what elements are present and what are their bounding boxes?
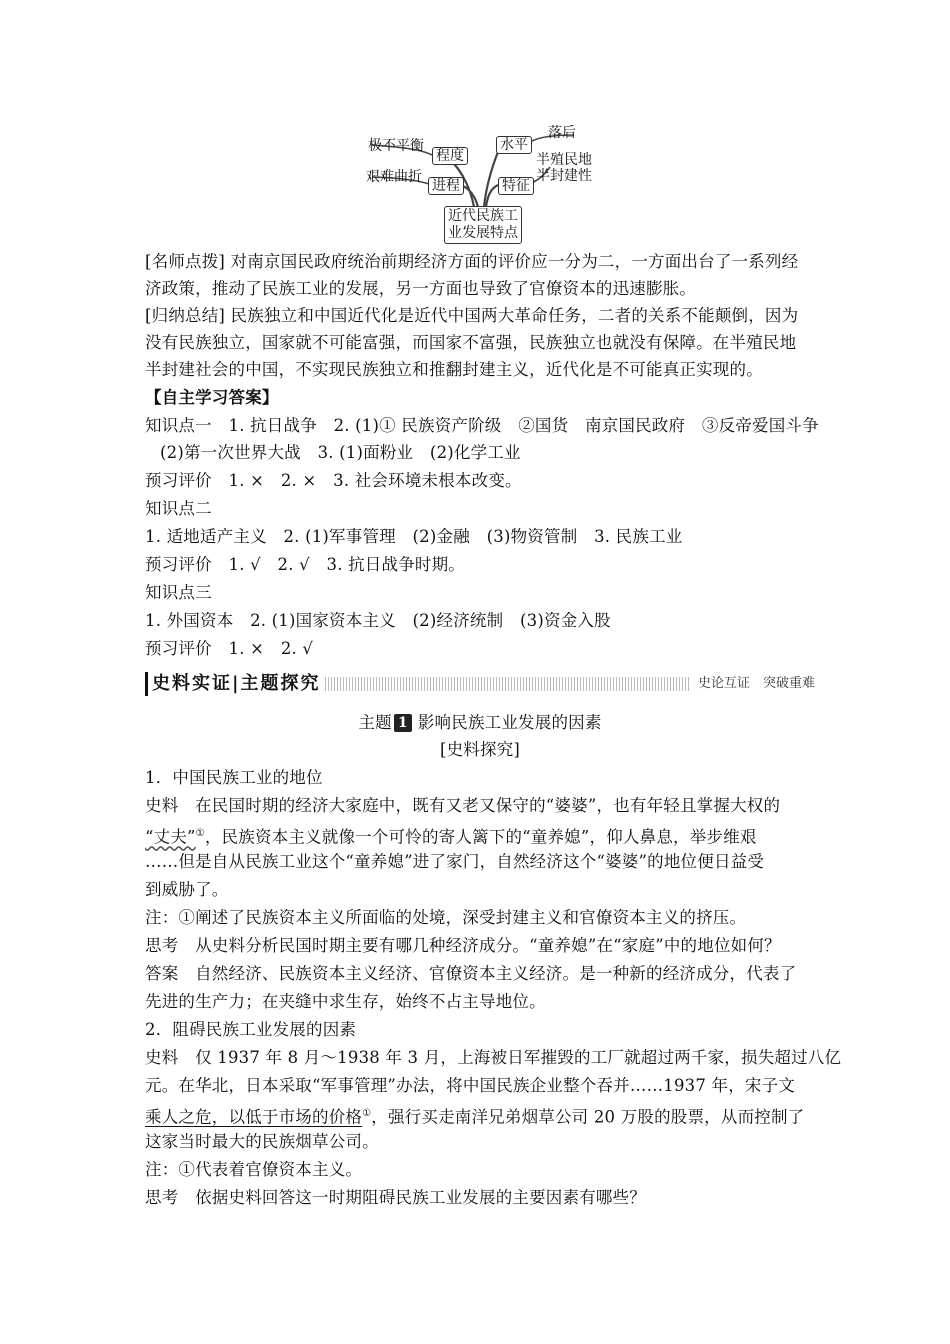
- k3-line-1: 1. 外国资本 2. (1)国家资本主义 (2)经济统制 (3)资金入股: [145, 611, 611, 630]
- section1-heading: 1．中国民族工业的地位: [145, 768, 323, 787]
- mind-label-level: 落后: [548, 125, 576, 141]
- k1-line-2: (2)第一次世界大战 3. (1)面粉业 (2)化学工业: [160, 443, 521, 462]
- section1-question: 思考 从史料分析民国时期主要有哪几种经济成分。“童养媳”在“家庭”中的地位如何？: [145, 936, 781, 955]
- section1-answer-line-1: 答案 自然经济、民族资本主义经济、官僚资本主义经济。是一种新的经济成分，代表了: [145, 964, 797, 983]
- mind-box-feature: 特征: [498, 177, 534, 195]
- husband-phrase: “丈夫”: [145, 827, 196, 847]
- section-banner: [145, 672, 815, 696]
- mind-root-line2: 业发展特点: [448, 225, 518, 241]
- k3-preview: 预习评价 1. × 2. √: [145, 639, 314, 658]
- section1-source-line-3: ……但是自从民族工业这个“童养媳”进了家门，自然经济这个“婆婆”的地位便日益受: [145, 852, 765, 871]
- mind-root-line1: 近代民族工: [448, 208, 518, 224]
- mind-label-feature-1: 半殖民地: [536, 152, 592, 168]
- summary-line-3: 半封建社会的中国，不实现民族独立和推翻封建主义，近代化是不可能真正实现的。: [145, 360, 763, 379]
- k2-preview: 预习评价 1. √ 2. √ 3. 抗日战争时期。: [145, 555, 465, 574]
- section1-answer-line-2: 先进的生产力；在夹缝中求生存，始终不占主导地位。: [145, 992, 546, 1011]
- mind-root: [444, 206, 522, 244]
- mind-label-degree: 极不平衡: [368, 138, 424, 154]
- topic-subheading: [史料探究]: [439, 740, 521, 759]
- section1-source-line-2: [145, 821, 815, 851]
- summary-line-2: 没有民族独立，国家就不可能富强，而国家不富强，民族独立也就没有保障。在半殖民地: [145, 333, 797, 352]
- k1-line-1: 知识点一 1. 抗日战争 2. (1)① 民族资产阶级 ②国货 南京国民政府 ③反帝爱国斗争: [145, 416, 819, 435]
- section1-note: 注：①阐述了民族资本主义所面临的处境，深受封建主义和官僚资本主义的挤压。: [145, 908, 747, 927]
- mind-map: [360, 125, 590, 243]
- section1-source-line-2-rest: ，民族资本主义就像一个可怜的寄人篱下的“童养媳”，仰人鼻息，举步维艰: [204, 827, 757, 847]
- summary-line-1: [归纳总结] 民族独立和中国近代化是近代中国两大革命任务，二者的关系不能颠倒，因为: [145, 306, 799, 325]
- footnote-mark: ①: [195, 828, 205, 839]
- topic-title: 影响民族工业发展的因素: [417, 713, 602, 732]
- tips-line-1: [名师点拨] 对南京国民政府统治前期经济方面的评价应一分为二，一方面出台了一系列经: [145, 252, 799, 271]
- section2-source-line-3: [145, 1101, 815, 1131]
- banner-title: 史料实证|主题探究: [145, 672, 325, 696]
- mind-box-degree: 程度: [432, 147, 468, 165]
- section2-source-line-2: 元。在华北，日本采取“军事管理”办法，将中国民族企业整个吞并……1937 年，宋子文: [145, 1076, 796, 1095]
- market-price-phrase: 乘人之危，以低于市场的价格: [145, 1107, 363, 1127]
- section2-source-line-3-rest: ，强行买走南洋兄弟烟草公司 20 万股的股票，从而控制了: [371, 1107, 805, 1127]
- mind-label-process: 艰难曲折: [366, 169, 422, 185]
- section2-source-line-1: 史料 仅 1937 年 8 月～1938 年 3 月，上海被日军摧毁的工厂就超过两千家，损失超过八亿: [145, 1048, 842, 1067]
- section1-source-line-4: 到威胁了。: [145, 880, 229, 899]
- banner-right-text: 史论互证 突破重难: [690, 675, 815, 693]
- mind-label-feature-2: 半封建性: [536, 168, 592, 184]
- mind-box-level: 水平: [496, 136, 532, 154]
- k2-line-1: 1. 适地适产主义 2. (1)军事管理 (2)金融 (3)物资管制 3. 民族工业: [145, 527, 683, 546]
- section2-note: 注：①代表着官僚资本主义。: [145, 1160, 363, 1179]
- k1-preview: 预习评价 1. × 2. × 3. 社会环境未根本改变。: [145, 471, 522, 490]
- answers-heading: 【自主学习答案】: [145, 388, 279, 407]
- footnote-mark-2: ①: [362, 1108, 372, 1119]
- mind-box-process: 进程: [428, 177, 464, 195]
- section2-question: 思考 依据史料回答这一时期阻碍民族工业发展的主要因素有哪些？: [145, 1188, 646, 1207]
- section1-source-line-1: 史料 在民国时期的经济大家庭中，既有又老又保守的“婆婆”，也有年轻且掌握大权的: [145, 796, 781, 815]
- tips-line-2: 济政策，推动了民族工业的发展，另一方面也导致了官僚资本的迅速膨胀。: [145, 279, 697, 298]
- section2-source-line-4: 这家当时最大的民族烟草公司。: [145, 1132, 379, 1151]
- topic-prefix: 主题: [358, 713, 392, 732]
- section2-heading: 2．阻碍民族工业发展的因素: [145, 1020, 357, 1039]
- topic-heading: [145, 710, 815, 736]
- k2-title: 知识点二: [145, 499, 212, 518]
- topic-number-badge: 1: [394, 714, 412, 732]
- k3-title: 知识点三: [145, 583, 212, 602]
